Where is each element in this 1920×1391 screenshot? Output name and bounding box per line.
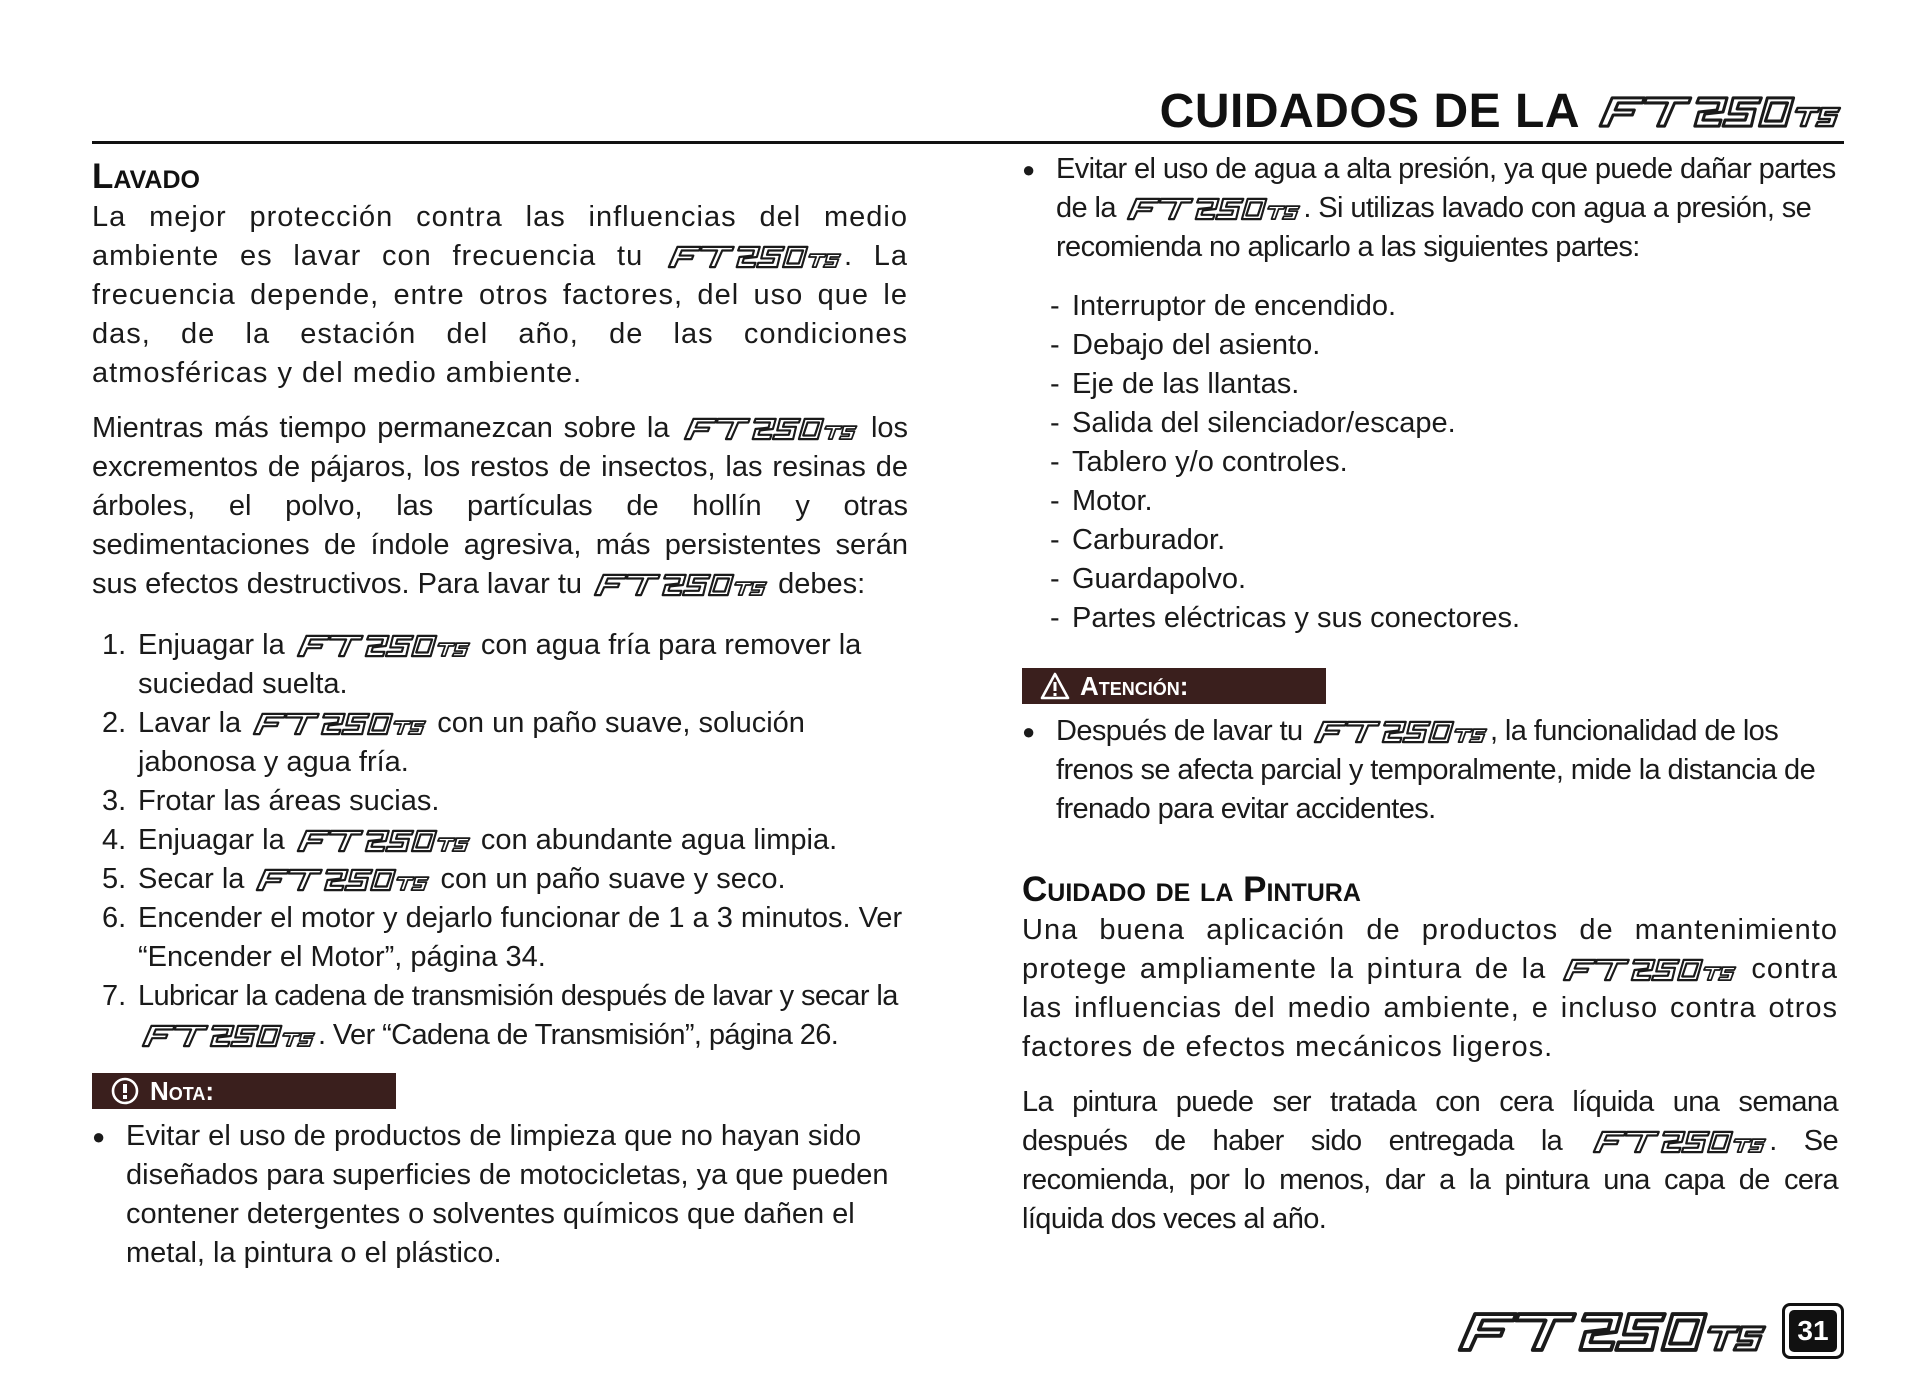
list-item: - Partes eléctricas y sus conectores.: [1050, 599, 1838, 638]
bullet: ●: [92, 1124, 106, 1149]
model-logo: [252, 867, 432, 893]
bullet: ●: [1022, 157, 1036, 182]
text: Lubricar la cadena de transmisión después de lavar y secar la: [138, 980, 898, 1012]
model-logo: [293, 633, 473, 659]
atencion-list: [1022, 712, 1838, 829]
step-number: 1.: [102, 629, 127, 661]
text: los excrementos de pájaros, los restos de insectos, las resinas de árboles, el polvo, las partículas de hollín y otras sedimentaciones de índole agresiva, más persistentes serán sus efectos destructivos. Para lavar tu: [92, 412, 909, 600]
list-item: [1022, 150, 1838, 267]
model-logo: [680, 416, 860, 442]
list-item: [102, 899, 908, 977]
step-number: 6.: [102, 902, 127, 934]
section-title-pintura: Cuidado de la Pintura: [1022, 870, 1361, 909]
model-logo: [1123, 196, 1303, 222]
list-item: [102, 782, 908, 821]
right-column: [1022, 150, 1838, 1255]
page-header: [1160, 84, 1844, 139]
pressure-warning-list: [1022, 150, 1838, 267]
atencion-callout: [1022, 668, 1326, 704]
text: Mientras más tiempo permanezcan sobre la: [92, 412, 670, 444]
list-item: [92, 1117, 908, 1273]
paragraph-pintura-wax: [1022, 1083, 1838, 1239]
model-logo: [1594, 92, 1844, 132]
text: . Si utilizas lavado con agua a presión, se recomienda no aplicarlo a las siguientes partes:: [1056, 192, 1812, 263]
section-title-lavado: Lavado: [92, 157, 200, 196]
list-item: - Debajo del asiento.: [1050, 326, 1838, 365]
model-logo: [293, 828, 473, 854]
list-item: - Guardapolvo.: [1050, 560, 1838, 599]
bullet: ●: [1022, 719, 1036, 744]
text: Lavar la: [138, 707, 242, 739]
text: debes:: [778, 568, 866, 600]
list-item: - Tablero y/o controles.: [1050, 443, 1838, 482]
part-label: Guardapolvo.: [1072, 563, 1247, 595]
list-item: [102, 860, 908, 899]
text: Enjuagar la: [138, 824, 285, 856]
text: La pintura puede ser tratada con cera líquida una semana después de haber sido entregada la: [1022, 1086, 1838, 1157]
atencion-label: Atención:: [1080, 670, 1189, 701]
step-number: 2.: [102, 707, 127, 739]
model-logo: [1589, 1129, 1769, 1155]
text: Frotar las áreas sucias.: [138, 785, 440, 817]
text: con un paño suave, solución jabonosa y agua fría.: [138, 707, 805, 778]
list-item: [102, 626, 908, 704]
part-label: Tablero y/o controles.: [1072, 446, 1348, 478]
part-label: Partes eléctricas y sus conectores.: [1072, 602, 1521, 634]
text: con abundante agua limpia.: [480, 824, 838, 856]
paragraph-lavado-intro: [92, 198, 908, 393]
text: . Se recomienda, por lo menos, dar a la pintura una capa de cera líquida dos veces al año.: [1022, 1125, 1838, 1235]
page-number-badge: [1782, 1303, 1844, 1359]
paragraph-lavado-effects: [92, 409, 908, 604]
step-number: 4.: [102, 824, 127, 856]
nota-text: Evitar el uso de productos de limpieza que no hayan sido diseñados para superficies de motocicletas, ya que pueden contener detergentes o solventes químicos que dañen el metal, la pintura o el plástico.: [126, 1120, 889, 1269]
left-column: [92, 150, 908, 1273]
text: Enjuagar la: [138, 629, 285, 661]
part-label: Carburador.: [1072, 524, 1226, 556]
text: Secar la: [138, 863, 245, 895]
step-number: 5.: [102, 863, 127, 895]
text: contra las influencias del medio ambiente, e incluso contra otros factores de efectos mecánicos ligeros.: [1022, 953, 1838, 1063]
list-item: - Carburador.: [1050, 521, 1838, 560]
text: con un paño suave y seco.: [440, 863, 786, 895]
list-item: [1022, 712, 1838, 829]
list-item: - Interruptor de encendido.: [1050, 287, 1838, 326]
text: con agua fría para remover la suciedad suelta.: [138, 629, 862, 700]
nota-callout: [92, 1073, 396, 1109]
footer-model-logo: [1452, 1307, 1770, 1357]
step-number: 7.: [102, 980, 127, 1012]
list-item: - Motor.: [1050, 482, 1838, 521]
list-item: - Salida del silenciador/escape.: [1050, 404, 1838, 443]
text: Después de lavar tu: [1056, 715, 1303, 747]
text: , la funcionalidad de los frenos se afecta parcial y temporalmente, mide la distancia de frenado para evitar accidentes.: [1056, 715, 1816, 825]
model-logo: [590, 572, 770, 598]
part-label: Interruptor de encendido.: [1072, 290, 1397, 322]
model-logo: [1310, 719, 1490, 745]
page-title: CUIDADOS DE LA: [1159, 85, 1580, 138]
list-item: [102, 977, 908, 1055]
page-number: 31: [1789, 1310, 1837, 1352]
model-logo: [249, 711, 429, 737]
model-logo: [138, 1023, 318, 1049]
step-number: 3.: [102, 785, 127, 817]
header-divider: [92, 141, 1844, 144]
parts-list: [1050, 287, 1838, 638]
nota-label: Nota:: [150, 1075, 215, 1106]
nota-list: [92, 1117, 908, 1273]
info-icon: [110, 1076, 140, 1106]
part-label: Eje de las llantas.: [1072, 368, 1300, 400]
part-label: Salida del silenciador/escape.: [1072, 407, 1456, 439]
text: Una buena aplicación de productos de mantenimiento protege ampliamente la pintura de la: [1022, 914, 1838, 985]
model-logo: [664, 244, 844, 270]
list-item: - Eje de las llantas.: [1050, 365, 1838, 404]
text: Encender el motor y dejarlo funcionar de 1 a 3 minutos. Ver “Encender el Motor”, página 34.: [138, 902, 903, 973]
model-logo: [1559, 957, 1739, 983]
warning-icon: [1040, 671, 1070, 701]
paragraph-pintura-intro: [1022, 911, 1838, 1067]
text: . La frecuencia depende, entre otros factores, del uso que le das, de la estación del año, de las condiciones atmosféricas y del medio ambiente.: [92, 240, 909, 389]
text: La mejor protección contra las influencias del medio ambiente es lavar con frecuencia tu: [92, 201, 908, 272]
text: Evitar el uso de agua a alta presión, ya que puede dañar partes de la: [1056, 153, 1836, 224]
part-label: Debajo del asiento.: [1072, 329, 1321, 361]
washing-steps-list: [92, 626, 908, 1055]
list-item: [102, 704, 908, 782]
part-label: Motor.: [1072, 485, 1153, 517]
text: . Ver “Cadena de Transmisión”, página 26.: [318, 1019, 839, 1051]
list-item: [102, 821, 908, 860]
